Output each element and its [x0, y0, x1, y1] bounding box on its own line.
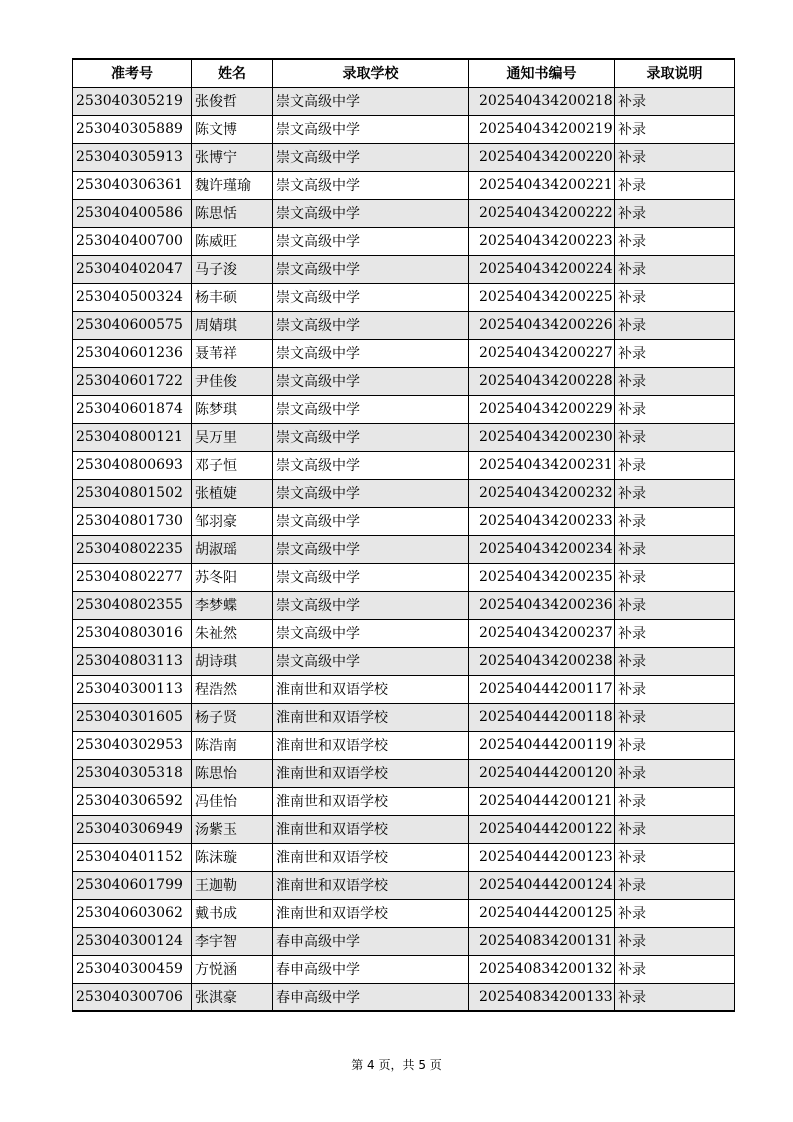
cell-school: 春申高级中学	[273, 927, 469, 955]
cell-school: 淮南世和双语学校	[273, 815, 469, 843]
cell-notice-no: 202540434200225	[469, 283, 615, 311]
cell-exam-no: 253040400700	[73, 227, 192, 255]
cell-notice-no: 202540434200236	[469, 591, 615, 619]
cell-exam-no: 253040302953	[73, 731, 192, 759]
cell-exam-no: 253040600575	[73, 311, 192, 339]
cell-notice-no: 202540444200122	[469, 815, 615, 843]
table-row	[73, 955, 735, 983]
cell-name: 陈威旺	[192, 227, 273, 255]
cell-exam-no: 253040500324	[73, 283, 192, 311]
cell-notice-no: 202540444200120	[469, 759, 615, 787]
cell-exam-no: 253040603062	[73, 899, 192, 927]
cell-name: 苏冬阳	[192, 563, 273, 591]
cell-name: 尹佳俊	[192, 367, 273, 395]
cell-note: 补录	[615, 815, 735, 843]
table-row	[73, 675, 735, 703]
cell-school: 崇文高级中学	[273, 311, 469, 339]
cell-notice-no: 202540434200238	[469, 647, 615, 675]
cell-exam-no: 253040300706	[73, 983, 192, 1011]
cell-school: 淮南世和双语学校	[273, 787, 469, 815]
cell-notice-no: 202540434200233	[469, 507, 615, 535]
cell-notice-no: 202540434200228	[469, 367, 615, 395]
table-row	[73, 395, 735, 423]
cell-name: 陈浩南	[192, 731, 273, 759]
table-row	[73, 367, 735, 395]
cell-exam-no: 253040803016	[73, 619, 192, 647]
cell-note: 补录	[615, 647, 735, 675]
cell-notice-no: 202540434200231	[469, 451, 615, 479]
cell-exam-no: 253040801730	[73, 507, 192, 535]
cell-notice-no: 202540444200117	[469, 675, 615, 703]
cell-school: 崇文高级中学	[273, 283, 469, 311]
cell-note: 补录	[615, 899, 735, 927]
cell-name: 周婧琪	[192, 311, 273, 339]
cell-notice-no: 202540434200221	[469, 171, 615, 199]
cell-exam-no: 253040802277	[73, 563, 192, 591]
cell-exam-no: 253040601799	[73, 871, 192, 899]
cell-notice-no: 202540434200223	[469, 227, 615, 255]
cell-note: 补录	[615, 871, 735, 899]
cell-exam-no: 253040301605	[73, 703, 192, 731]
cell-notice-no: 202540434200218	[469, 87, 615, 115]
cell-note: 补录	[615, 507, 735, 535]
cell-name: 陈梦琪	[192, 395, 273, 423]
table-row	[73, 423, 735, 451]
table-row	[73, 787, 735, 815]
cell-school: 春申高级中学	[273, 983, 469, 1011]
cell-note: 补录	[615, 311, 735, 339]
cell-school: 崇文高级中学	[273, 255, 469, 283]
cell-note: 补录	[615, 619, 735, 647]
cell-exam-no: 253040306949	[73, 815, 192, 843]
table-row	[73, 311, 735, 339]
table-row	[73, 871, 735, 899]
cell-note: 补录	[615, 199, 735, 227]
header-name: 姓名	[192, 59, 273, 87]
cell-notice-no: 202540434200229	[469, 395, 615, 423]
table-row	[73, 535, 735, 563]
cell-exam-no: 253040401152	[73, 843, 192, 871]
table-row	[73, 339, 735, 367]
cell-notice-no: 202540444200125	[469, 899, 615, 927]
table-row	[73, 479, 735, 507]
table-row	[73, 451, 735, 479]
cell-exam-no: 253040305219	[73, 87, 192, 115]
cell-note: 补录	[615, 675, 735, 703]
cell-school: 淮南世和双语学校	[273, 759, 469, 787]
cell-school: 崇文高级中学	[273, 227, 469, 255]
cell-note: 补录	[615, 787, 735, 815]
cell-notice-no: 202540444200118	[469, 703, 615, 731]
cell-school: 崇文高级中学	[273, 647, 469, 675]
table-row	[73, 563, 735, 591]
cell-notice-no: 202540434200220	[469, 143, 615, 171]
cell-note: 补录	[615, 703, 735, 731]
cell-school: 崇文高级中学	[273, 115, 469, 143]
cell-school: 崇文高级中学	[273, 395, 469, 423]
cell-name: 胡淑瑶	[192, 535, 273, 563]
table-row	[73, 227, 735, 255]
cell-school: 淮南世和双语学校	[273, 843, 469, 871]
cell-notice-no: 202540434200232	[469, 479, 615, 507]
cell-name: 陈沫璇	[192, 843, 273, 871]
cell-notice-no: 202540434200219	[469, 115, 615, 143]
header-exam-no: 准考号	[73, 59, 192, 87]
cell-name: 邹羽豪	[192, 507, 273, 535]
cell-notice-no: 202540834200132	[469, 955, 615, 983]
cell-exam-no: 253040803113	[73, 647, 192, 675]
cell-exam-no: 253040800121	[73, 423, 192, 451]
table-row	[73, 87, 735, 115]
cell-notice-no: 202540834200133	[469, 983, 615, 1011]
cell-name: 聂苇祥	[192, 339, 273, 367]
cell-school: 崇文高级中学	[273, 199, 469, 227]
header-school: 录取学校	[273, 59, 469, 87]
cell-note: 补录	[615, 535, 735, 563]
cell-notice-no: 202540444200119	[469, 731, 615, 759]
table-row	[73, 647, 735, 675]
cell-note: 补录	[615, 591, 735, 619]
cell-school: 崇文高级中学	[273, 563, 469, 591]
table-row	[73, 619, 735, 647]
cell-notice-no: 202540444200123	[469, 843, 615, 871]
cell-exam-no: 253040801502	[73, 479, 192, 507]
table-body	[73, 87, 735, 1011]
table-row	[73, 199, 735, 227]
cell-name: 陈思怡	[192, 759, 273, 787]
cell-name: 冯佳怡	[192, 787, 273, 815]
cell-note: 补录	[615, 283, 735, 311]
cell-name: 张淇豪	[192, 983, 273, 1011]
cell-name: 李宇智	[192, 927, 273, 955]
cell-school: 春申高级中学	[273, 955, 469, 983]
cell-name: 张博宁	[192, 143, 273, 171]
table-header	[73, 59, 735, 87]
cell-exam-no: 253040300113	[73, 675, 192, 703]
cell-note: 补录	[615, 731, 735, 759]
cell-notice-no: 202540434200226	[469, 311, 615, 339]
cell-exam-no: 253040300124	[73, 927, 192, 955]
cell-exam-no: 253040306592	[73, 787, 192, 815]
cell-school: 崇文高级中学	[273, 171, 469, 199]
cell-notice-no: 202540444200121	[469, 787, 615, 815]
cell-school: 崇文高级中学	[273, 479, 469, 507]
table-row	[73, 731, 735, 759]
cell-school: 淮南世和双语学校	[273, 899, 469, 927]
header-note: 录取说明	[615, 59, 735, 87]
cell-note: 补录	[615, 171, 735, 199]
cell-school: 崇文高级中学	[273, 619, 469, 647]
cell-school: 崇文高级中学	[273, 507, 469, 535]
table-row	[73, 591, 735, 619]
cell-note: 补录	[615, 479, 735, 507]
cell-notice-no: 202540444200124	[469, 871, 615, 899]
table-row	[73, 115, 735, 143]
cell-notice-no: 202540434200237	[469, 619, 615, 647]
table-row	[73, 283, 735, 311]
admission-table	[72, 58, 735, 1012]
cell-note: 补录	[615, 143, 735, 171]
cell-name: 张植婕	[192, 479, 273, 507]
cell-school: 崇文高级中学	[273, 367, 469, 395]
table-row	[73, 507, 735, 535]
header-row	[73, 59, 735, 87]
cell-note: 补录	[615, 255, 735, 283]
cell-name: 方悦涵	[192, 955, 273, 983]
cell-name: 李梦蝶	[192, 591, 273, 619]
cell-school: 崇文高级中学	[273, 535, 469, 563]
cell-exam-no: 253040305889	[73, 115, 192, 143]
table-row	[73, 143, 735, 171]
cell-name: 朱祉然	[192, 619, 273, 647]
cell-exam-no: 253040306361	[73, 171, 192, 199]
cell-note: 补录	[615, 451, 735, 479]
cell-name: 张俊哲	[192, 87, 273, 115]
cell-exam-no: 253040802355	[73, 591, 192, 619]
cell-note: 补录	[615, 115, 735, 143]
cell-name: 陈文博	[192, 115, 273, 143]
cell-school: 淮南世和双语学校	[273, 675, 469, 703]
cell-exam-no: 253040300459	[73, 955, 192, 983]
cell-school: 崇文高级中学	[273, 87, 469, 115]
cell-note: 补录	[615, 563, 735, 591]
cell-note: 补录	[615, 955, 735, 983]
table-row	[73, 703, 735, 731]
cell-notice-no: 202540834200131	[469, 927, 615, 955]
cell-name: 程浩然	[192, 675, 273, 703]
cell-school: 崇文高级中学	[273, 591, 469, 619]
cell-exam-no: 253040601874	[73, 395, 192, 423]
cell-note: 补录	[615, 367, 735, 395]
cell-school: 崇文高级中学	[273, 423, 469, 451]
cell-exam-no: 253040305318	[73, 759, 192, 787]
cell-school: 崇文高级中学	[273, 451, 469, 479]
header-notice-no: 通知书编号	[469, 59, 615, 87]
cell-school: 崇文高级中学	[273, 143, 469, 171]
cell-school: 淮南世和双语学校	[273, 871, 469, 899]
table-row	[73, 255, 735, 283]
cell-exam-no: 253040305913	[73, 143, 192, 171]
table-row	[73, 815, 735, 843]
cell-exam-no: 253040601236	[73, 339, 192, 367]
cell-exam-no: 253040601722	[73, 367, 192, 395]
cell-notice-no: 202540434200224	[469, 255, 615, 283]
cell-note: 补录	[615, 227, 735, 255]
cell-notice-no: 202540434200234	[469, 535, 615, 563]
cell-exam-no: 253040402047	[73, 255, 192, 283]
table-row	[73, 899, 735, 927]
cell-name: 马子浚	[192, 255, 273, 283]
page-footer: 第 4 页，共 5 页	[351, 1058, 442, 1072]
cell-note: 补录	[615, 927, 735, 955]
table-row	[73, 927, 735, 955]
cell-note: 补录	[615, 423, 735, 451]
cell-name: 邓子恒	[192, 451, 273, 479]
cell-school: 淮南世和双语学校	[273, 703, 469, 731]
cell-notice-no: 202540434200235	[469, 563, 615, 591]
cell-note: 补录	[615, 87, 735, 115]
cell-school: 淮南世和双语学校	[273, 731, 469, 759]
cell-note: 补录	[615, 983, 735, 1011]
cell-name: 陈思恬	[192, 199, 273, 227]
cell-note: 补录	[615, 843, 735, 871]
cell-notice-no: 202540434200230	[469, 423, 615, 451]
cell-name: 吴万里	[192, 423, 273, 451]
cell-name: 胡诗琪	[192, 647, 273, 675]
cell-school: 崇文高级中学	[273, 339, 469, 367]
cell-notice-no: 202540434200227	[469, 339, 615, 367]
cell-name: 魏许瑾瑜	[192, 171, 273, 199]
cell-note: 补录	[615, 339, 735, 367]
table-row	[73, 759, 735, 787]
cell-note: 补录	[615, 759, 735, 787]
cell-notice-no: 202540434200222	[469, 199, 615, 227]
table-row	[73, 843, 735, 871]
cell-exam-no: 253040800693	[73, 451, 192, 479]
cell-name: 王迦勒	[192, 871, 273, 899]
cell-exam-no: 253040802235	[73, 535, 192, 563]
table-row	[73, 983, 735, 1011]
cell-name: 汤紫玉	[192, 815, 273, 843]
cell-name: 杨丰硕	[192, 283, 273, 311]
table-row	[73, 171, 735, 199]
cell-name: 戴书成	[192, 899, 273, 927]
cell-name: 杨子贤	[192, 703, 273, 731]
cell-note: 补录	[615, 395, 735, 423]
cell-exam-no: 253040400586	[73, 199, 192, 227]
